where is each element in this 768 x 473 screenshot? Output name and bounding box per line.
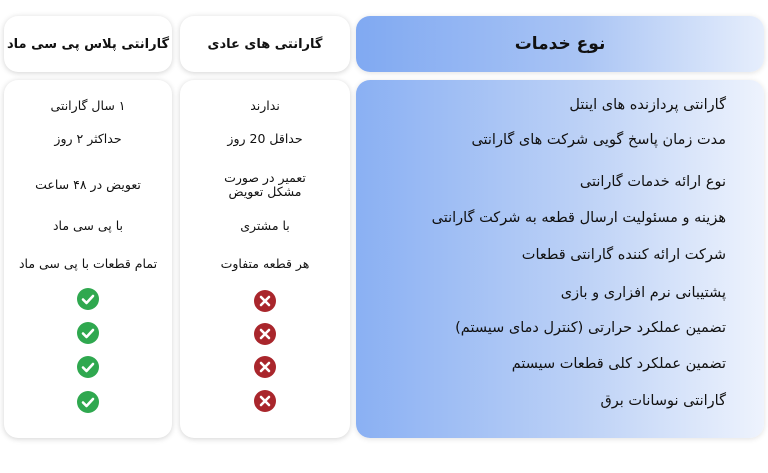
check-icon	[77, 356, 99, 378]
normal-value-3: با مشتری	[240, 218, 290, 233]
service-row-2: نوع ارائه خدمات گارانتی	[579, 174, 726, 190]
cross-icon	[254, 356, 276, 378]
cross-icon	[254, 290, 276, 312]
header-service-label: نوع خدمات	[514, 34, 606, 54]
header-normal-label: گارانتی های عادی	[207, 36, 323, 52]
plus-value-3: با پی سی ماد	[52, 218, 124, 233]
service-row-1: مدت زمان پاسخ گویی شرکت های گارانتی	[471, 132, 726, 148]
plus-value-4: تمام قطعات با پی سی ماد	[18, 256, 158, 271]
service-row-3: هزینه و مسئولیت ارسال قطعه به شرکت گارانتی	[431, 210, 726, 226]
plus-value-0: ۱ سال گارانتی	[50, 98, 126, 113]
check-icon	[77, 391, 99, 413]
service-type-column	[356, 80, 764, 438]
plus-value-1: حداکثر ۲ روز	[54, 131, 122, 146]
plus-value-2: تعویض در ۴۸ ساعت	[35, 177, 141, 192]
plus-warranty-column	[4, 80, 172, 438]
header-service-type	[356, 16, 764, 72]
normal-warranty-column	[180, 80, 350, 438]
header-normal-warranty	[180, 16, 350, 72]
check-icon	[77, 288, 99, 310]
cross-icon	[254, 390, 276, 412]
normal-value-1: حداقل 20 روز	[227, 131, 303, 146]
header-plus-warranty	[4, 16, 172, 72]
service-row-5: پشتیبانی نرم افزاری و بازی	[560, 285, 726, 301]
normal-value-2: تعمیر در صورت مشکل تعویض	[224, 170, 306, 199]
service-row-7: تضمین عملکرد کلی قطعات سیستم	[511, 356, 726, 372]
service-row-4: شرکت ارائه کننده گارانتی قطعات	[521, 247, 726, 263]
service-row-8: گارانتی نوسانات برق	[600, 393, 726, 409]
service-row-0: گارانتی پردازنده های اینتل	[569, 97, 726, 113]
normal-value-0: ندارند	[250, 98, 280, 113]
check-icon	[77, 322, 99, 344]
cross-icon	[254, 323, 276, 345]
normal-value-4: هر قطعه متفاوت	[220, 256, 310, 271]
service-row-6: تضمین عملکرد حرارتی (کنترل دمای سیستم)	[455, 320, 726, 336]
header-plus-label: گارانتی پلاس پی سی ماد	[6, 36, 170, 52]
